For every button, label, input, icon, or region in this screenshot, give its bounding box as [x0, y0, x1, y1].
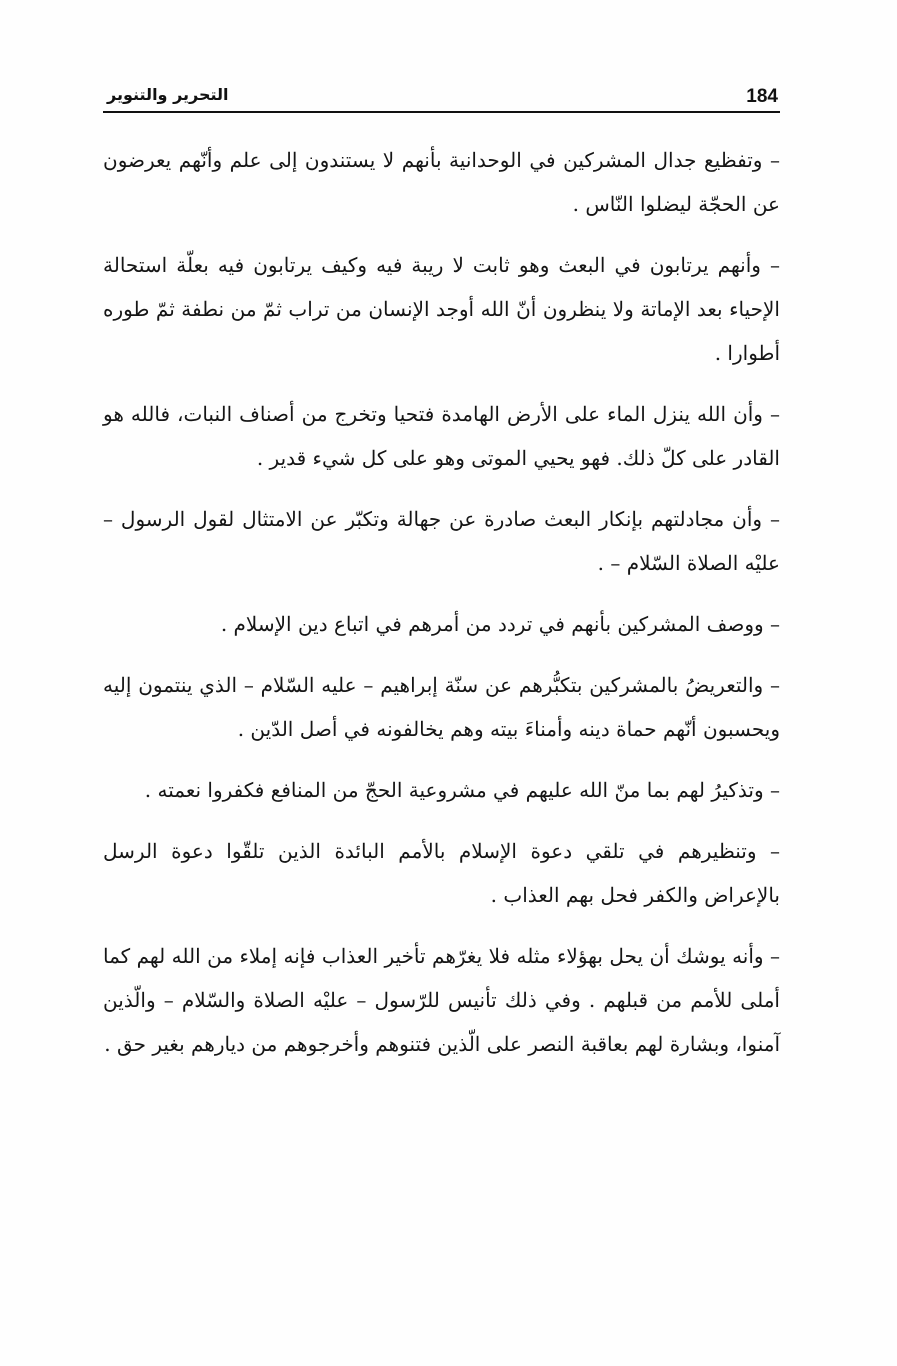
paragraph: – وتفظيع جدال المشركين في الوحدانية بأنهم لا يستندون إلى علم وأنّهم يعرضون عن الحجّة ليضلوا النّاس . — [103, 148, 780, 216]
paragraph: – ووصف المشركين بأنهم في تردد من أمرهم في اتباع دين الإسلام . — [220, 612, 780, 636]
body-text — [103, 138, 780, 1083]
paragraph: – وأنهم يرتابون في البعث وهو ثابت لا ريبة فيه وكيف يرتابون فيه بعلّة استحالة الإحياء بعد الإماتة ولا ينظرون أنّ الله أوجد الإنسان من تراب ثمّ من نطفة ثمّ طوره أطوارا . — [103, 253, 780, 365]
paragraph: – وأن مجادلتهم بإنكار البعث صادرة عن جهالة وتكبّر عن الامتثال لقول الرسول – عليْه الصلاة السّلام – . — [103, 507, 780, 575]
paragraph: – وتذكيرُ لهم بما منّ الله عليهم في مشروعية الحجّ من المنافع فكفروا نعمته . — [144, 778, 780, 802]
paragraph: – وتنظيرهم في تلقي دعوة الإسلام بالأمم البائدة الذين تلقّوا دعوة الرسل بالإعراض والكفر فحل بهم العذاب . — [103, 839, 780, 907]
paragraph: – وأنه يوشك أن يحل بهؤلاء مثله فلا يغرّهم تأخير العذاب فإنه إملاء من الله لهم كما أملى للأمم من قبلهم . وفي ذلك تأنيس للرّسول – عليْه الصلاة والسّلام – والّذين آمنوا، وبشارة لهم بعاقبة النصر على الّذين فتنوهم وأخرجوهم من ديارهم بغير حق . — [103, 944, 780, 1056]
page-number: 184 — [746, 86, 778, 107]
running-title: التحرير والتنوير — [107, 85, 229, 104]
page-header — [103, 82, 780, 112]
header-rule — [103, 111, 780, 113]
paragraph: – وأن الله ينزل الماء على الأرض الهامدة فتحيا وتخرج من أصناف النبات، فالله هو القادر على كلّ ذلك. فهو يحيي الموتى وهو على كل شيء قدير . — [103, 402, 780, 470]
paragraph: – والتعريضُ بالمشركين بتكبُّرهم عن سنّة إبراهيم – عليه السّلام – الذي ينتمون إليه ويحسبون أنّهم حماة دينه وأمناءَ بيته وهم يخالفونه في أصل الدّين . — [103, 673, 780, 741]
